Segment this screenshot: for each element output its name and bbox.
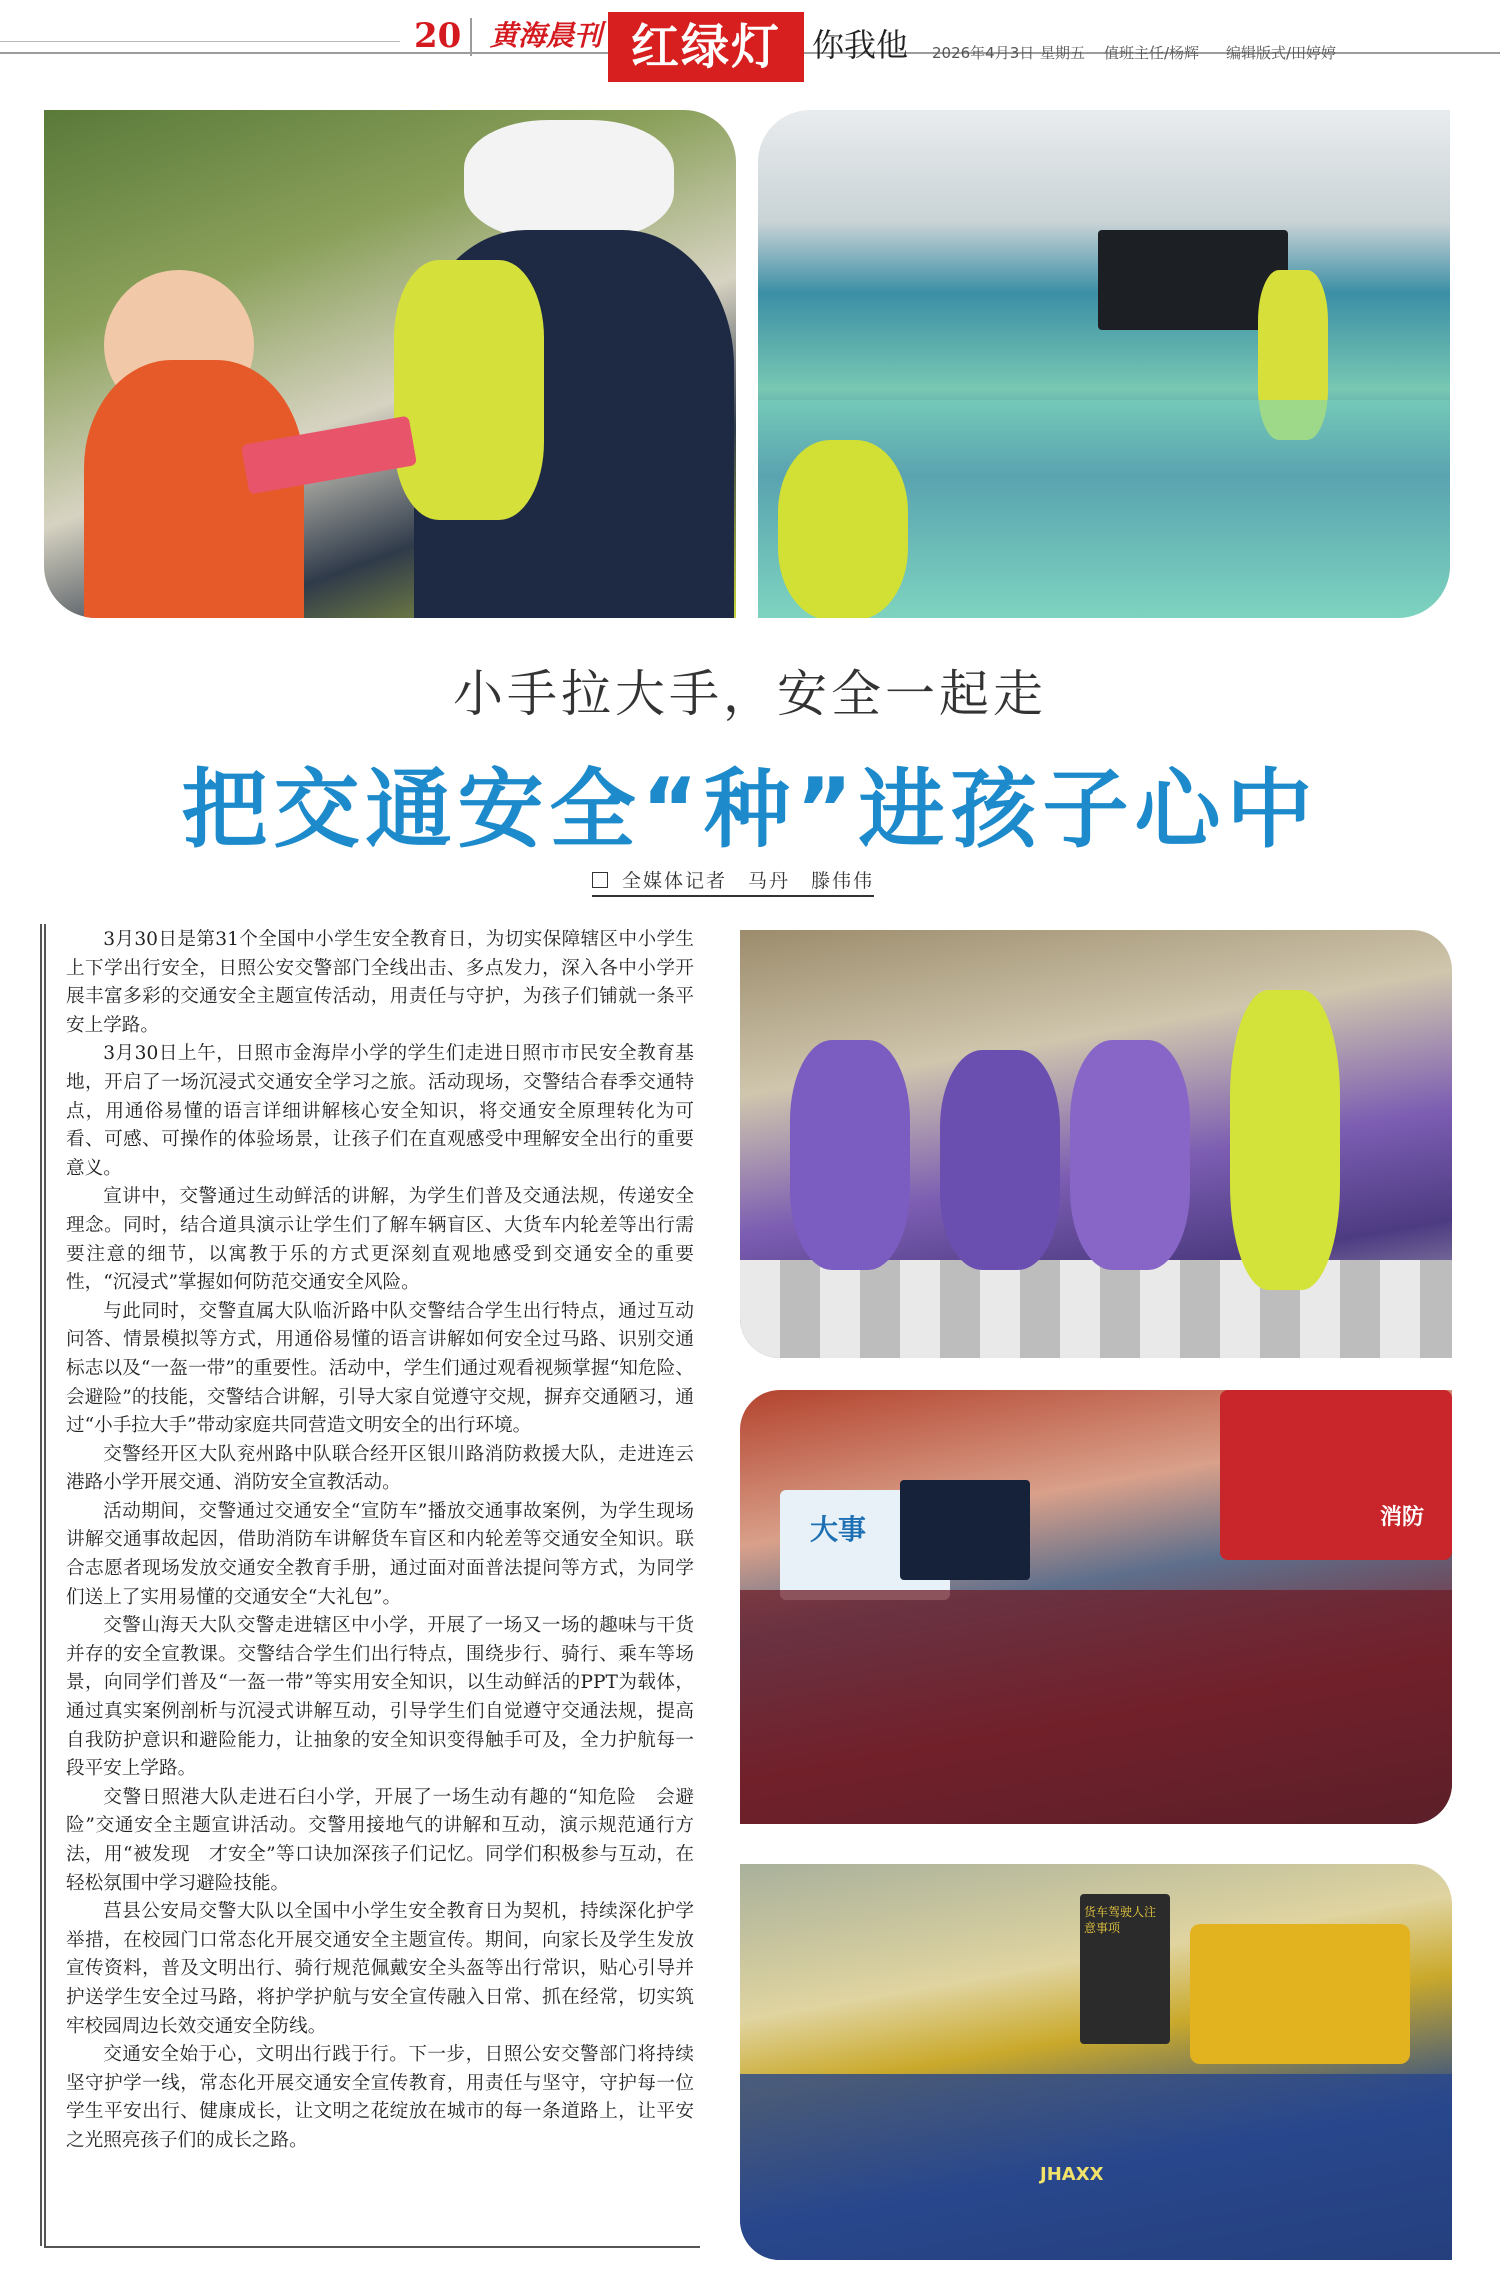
issue-weekday: 星期五 — [1040, 44, 1086, 62]
student-jacket — [790, 1040, 910, 1270]
headline-kicker: 小手拉大手，安全一起走 — [453, 665, 1047, 723]
photo-fire-truck-event — [740, 1390, 1452, 1824]
photo-safety-exhibit — [740, 1864, 1452, 2260]
police-cap — [464, 120, 674, 240]
header-divider — [470, 18, 472, 56]
student-raised-hand — [778, 440, 908, 618]
paragraph: 宣讲中，交警通过生动鲜活的讲解，为学生们普及交通法规，传递安全理念。同时，结合道具演示让学生们了解车辆盲区、大货车内轮差等出行需要注意的细节，以寓教于乐的方式更深刻直观地感受到交通安全的重要性，“沉浸式”掌握如何防范交通安全风险。 — [66, 1186, 694, 1294]
paragraph: 3月30日上午，日照市金海岸小学的学生们走进日照市市民安全教育基地，开启了一场沉浸式交通安全学习之旅。活动现场，交警结合春季交通特点，用通俗易懂的语言详细讲解核心安全知识，将交通安全原理转化为可看、可感、可操作的体验场景，让孩子们在直观感受中理解安全出行的重要意义。 — [66, 1043, 694, 1179]
section-subtitle: 你我他 — [812, 26, 909, 64]
section-title: 红绿灯 — [608, 12, 804, 82]
student-jacket — [940, 1050, 1060, 1270]
truck-model — [1190, 1924, 1410, 2064]
page-number: 20 — [414, 16, 462, 56]
safety-vest — [394, 260, 544, 520]
paragraph: 交警日照港大队走进石臼小学，开展了一场生动有趣的“知危险 会避险”交通安全主题宣讲活动。交警用接地气的讲解和互动，演示规范通行方法，用“被发现 才安全”等口诀加深孩子们记忆。同学们积极参与互动，在轻松氛围中学习避险技能。 — [66, 1786, 694, 1894]
photo-crosswalk — [740, 930, 1452, 1358]
byline — [592, 866, 874, 897]
jersey-text: JHAXX — [1040, 2164, 1104, 2185]
paper-name: 黄海晨刊 — [490, 19, 603, 52]
paragraph: 莒县公安局交警大队以全国中小学生安全教育日为契机，持续深化护学举措，在校园门口常态化开展交通安全主题宣传。期间，向家长及学生发放宣传资料，普及文明出行、骑行规范佩戴安全头盔等出行常识，贴心引导并护送学生安全过马路，将护学护航与安全宣传融入日常、抓在经常，切实筑牢校园周边长效交通安全防线。 — [66, 1901, 694, 2037]
truck-label: 消防 — [1380, 1505, 1425, 1530]
paragraph: 活动期间，交警通过交通安全“宣防车”播放交通事故案例，为学生现场讲解交通事故起因，借助消防车讲解货车盲区和内轮差等交通安全知识。联合志愿者现场发放交通安全教育手册，通过面对面普法提问等方式，为同学们送上了实用易懂的交通安全“大礼包”。 — [66, 1500, 694, 1608]
promo-sign-text: 大事 — [810, 1513, 867, 1546]
student-jacket — [1070, 1040, 1190, 1270]
photo-classroom — [758, 110, 1450, 618]
paragraph: 与此同时，交警直属大队临沂路中队交警结合学生出行特点，通过互动问答、情景模拟等方式，用通俗易懂的语言讲解如何安全过马路、识别交通标志以及“一盔一带”的重要性。活动中，学生们通过观看视频掌握“知危险、会避险”的技能，交警结合讲解，引导大家自觉遵守交规，摒弃交通陋习，通过“小手拉大手”带动家庭共同营造文明安全的出行环境。 — [66, 1300, 694, 1437]
article-body — [66, 926, 694, 2156]
crosswalk-stripes — [740, 1260, 1452, 1358]
students-crowd — [740, 1590, 1452, 1824]
paragraph: 3月30日是第31个全国中小学生安全教育日，为切实保障辖区中小学生上下学出行安全，日照公安交警部门全线出击、多点发力，深入各中小学开展丰富多彩的交通安全主题宣传活动，用责任与守护，为孩子们铺就一条平安上学路。 — [66, 929, 694, 1036]
notice-board-text: 货车驾驶人注意事项 — [1084, 1905, 1157, 1935]
photo-police-with-child — [44, 110, 736, 618]
paragraph: 交警山海天大队交警走进辖区中小学，开展了一场又一场的趣味与干货并存的安全宣教课。交警结合学生们出行特点，围绕步行、骑行、乘车等场景，向同学们普及“一盔一带”等实用安全知识，以生动鲜活的PPT为载体，通过真实案例剖析与沉浸式讲解互动，引导学生们自觉遵守交通法规，提高自我防护意识和避险能力，让抽象的安全知识变得触手可及，全力护航每一段平安上学路。 — [66, 1615, 694, 1780]
headline-title: 把交通安全“种”进孩子心中 — [181, 760, 1319, 860]
duty-editor: 值班主任/杨辉 — [1104, 44, 1200, 62]
issue-date: 2026年4月3日 — [932, 44, 1035, 62]
byline-text: 全媒体记者 马丹 滕伟伟 — [622, 870, 875, 892]
paragraph: 交警经开区大队兖州路中队联合经开区银川路消防救援大队，走进连云港路小学开展交通、消防安全宣教活动。 — [66, 1443, 694, 1494]
officer-vest — [1230, 990, 1340, 1290]
video-screen — [900, 1480, 1030, 1580]
paragraph: 交通安全始于心，文明出行践于行。下一步，日照公安交警部门将持续坚守护学一线，常态化开展交通安全宣传教育，用责任与坚守，守护每一位学生平安出行、健康成长，让文明之花绽放在城市的每一条道路上，让平安之光照亮孩子们的成长之路。 — [66, 2044, 694, 2151]
byline-square-icon — [592, 872, 608, 888]
layout-editor: 编辑版式/田婷婷 — [1226, 44, 1337, 62]
fire-truck — [1220, 1390, 1452, 1560]
header-rule-left — [0, 41, 400, 42]
